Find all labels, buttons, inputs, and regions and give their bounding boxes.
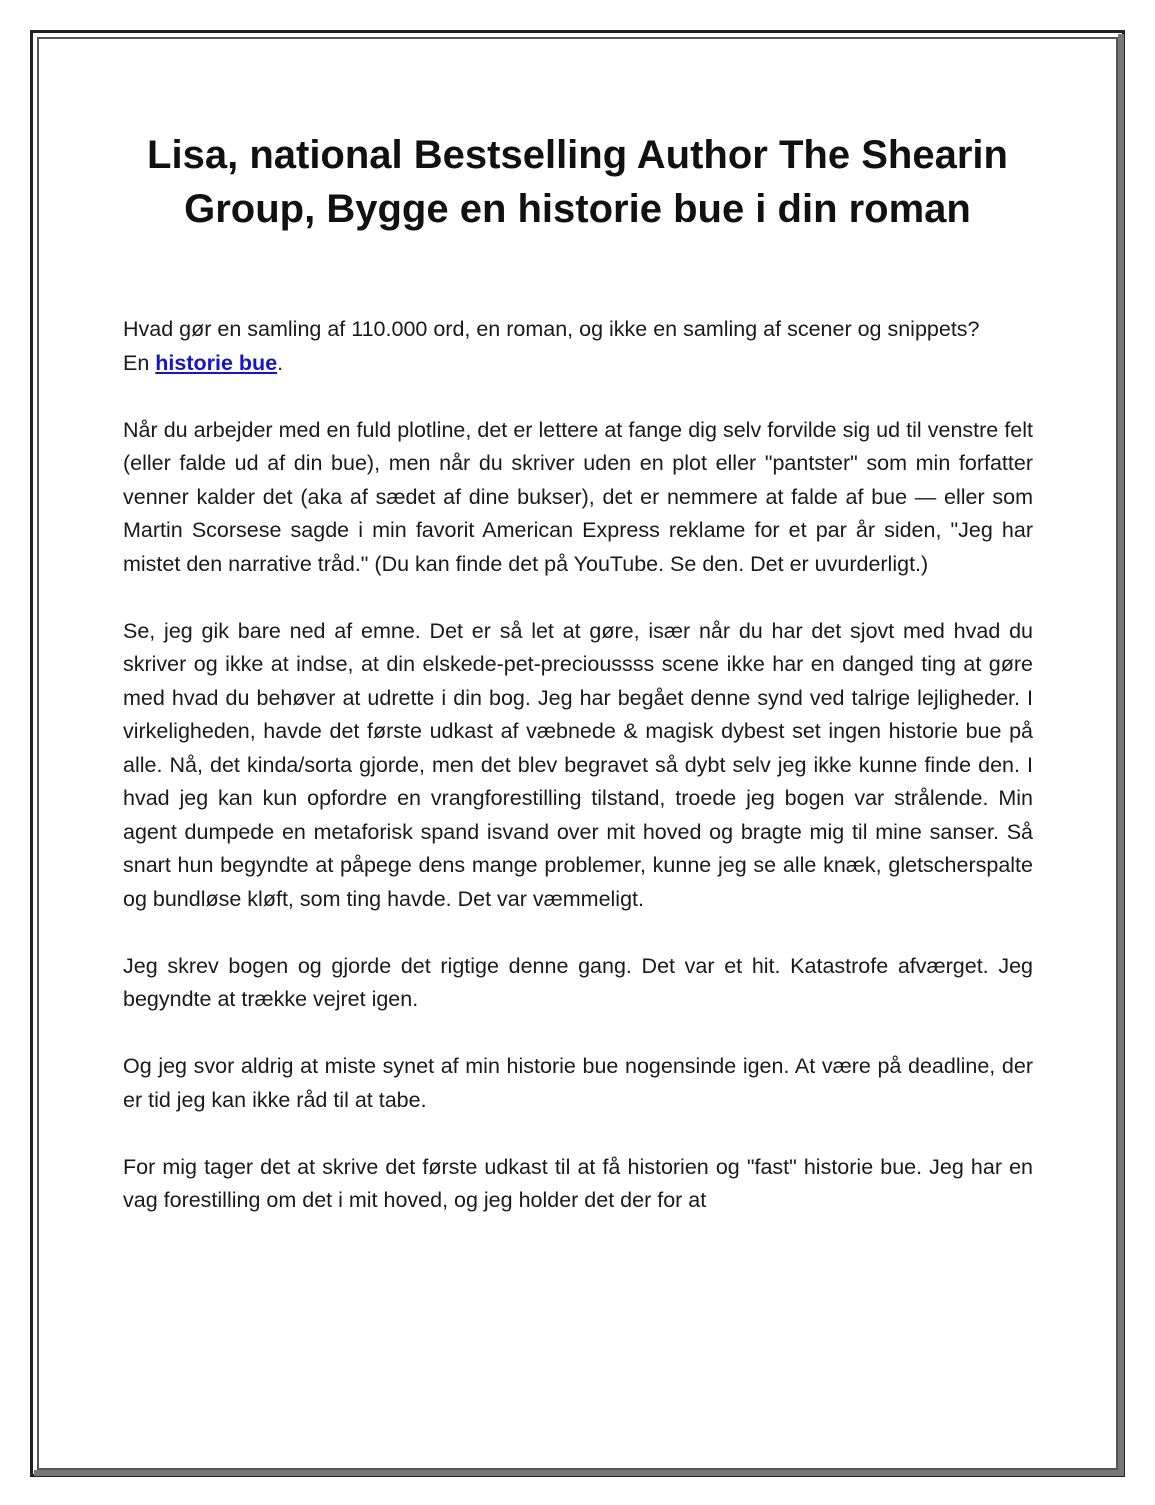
body-paragraph: For mig tager det at skrive det første udkast til at få historien og "fast" historie bue. Jeg har en vag forestilling om det i mit hoved, og jeg holder det der for at	[123, 1154, 1033, 1212]
body-paragraph: Se, jeg gik bare ned af emne. Det er så let at gøre, især når du har det sjovt med hvad du skriver og ikke at indse, at din elskede-pet-precioussss scene ikke har en danged ting at gøre med hvad du behøver at udrette i din bog. Jeg har begået denne synd ved talrige lejligheder. I virkeligheden, havde det første udkast af væbnede & magisk dybest set ingen historie bue på alle. Nå, det kinda/sorta gjorde, men det blev begravet så dybt selv jeg ikke kunne finde den. I hvad jeg kan kun opfordre en vrangforestilling tilstand, troede jeg bogen var strålende. Min agent dumpede en metaforisk spand isvand over mit hoved og bragte mig til mine sanser. Så snart hun begyndte at påpege dens mange problemer, kunne jeg se alle knæk, gletscherspalte og bundløse kløft, som ting havde. Det var væmmeligt.	[123, 618, 1033, 911]
intro-answer-suffix: .	[277, 350, 284, 375]
historie-bue-link[interactable]: historie bue	[155, 350, 278, 375]
intro-answer-prefix: En	[123, 350, 150, 375]
document-title	[120, 128, 1035, 236]
body-paragraph: Når du arbejder med en fuld plotline, det er lettere at fange dig selv forvilde sig ud til venstre felt (eller falde ud af din bue), men når du skriver uden en plot eller "pantster" som min forfatter venner kalder det (aka af sædet af dine bukser), det er nemmere at falde af bue — eller som Martin Scorsese sagde i min favorit American Express reklame for et par år siden, "Jeg har mistet den narrative tråd." (Du kan finde det på YouTube. Se den. Det er uvurderligt.)	[123, 417, 1033, 576]
intro-answer	[123, 347, 1033, 381]
document-body	[123, 313, 1033, 1218]
body-paragraph: Og jeg svor aldrig at miste synet af min historie bue nogensinde igen. At være på deadline, der er tid jeg kan ikke råd til at tabe.	[123, 1054, 1033, 1112]
body-paragraph: Jeg skrev bogen og gjorde det rigtige denne gang. Det var et hit. Katastrofe afværget. Jeg begyndte at trække vejret igen.	[123, 953, 1033, 1011]
document-title-line-1: Lisa, national Bestselling Author The Shearin	[147, 133, 1008, 177]
document-title-line-2: Group, Bygge en historie bue i din roman	[184, 187, 971, 231]
page-border-shadow-right	[1118, 34, 1124, 1476]
intro-question: Hvad gør en samling af 110.000 ord, en roman, og ikke en samling af scener og snippets?	[123, 317, 980, 341]
page-border-shadow-bottom	[34, 1470, 1124, 1476]
